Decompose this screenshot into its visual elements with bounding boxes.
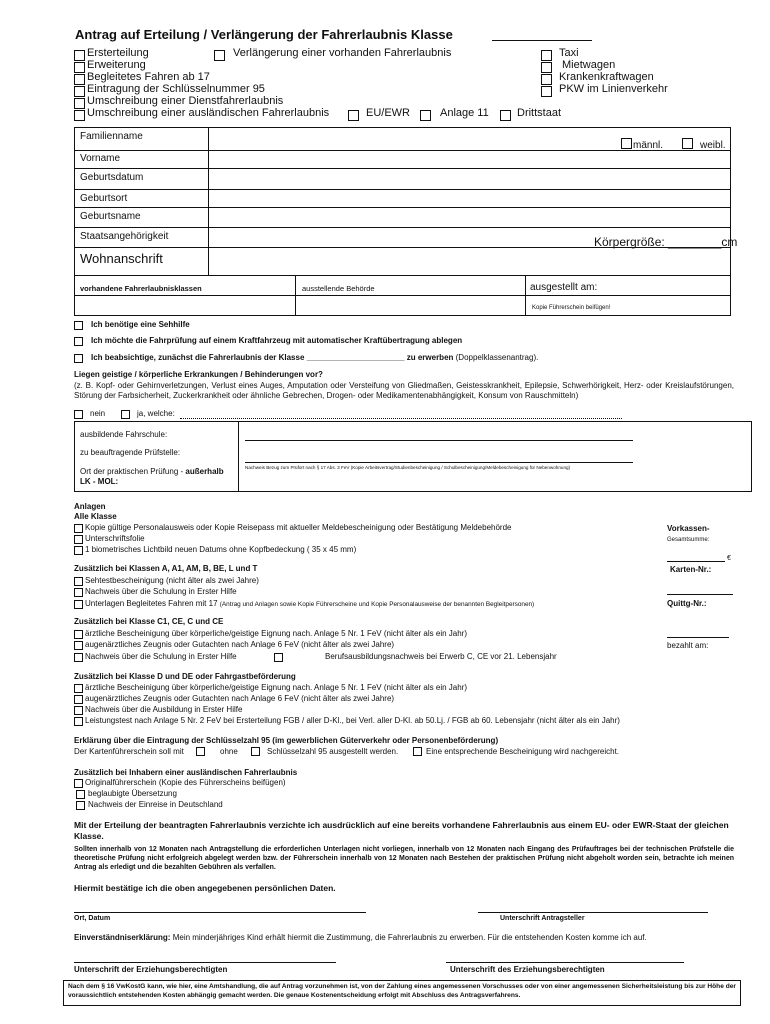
vorname-input[interactable]	[208, 151, 730, 168]
checkbox-original-fs[interactable]	[74, 779, 83, 788]
checkbox-aerztl-c[interactable]	[74, 630, 83, 639]
total-input[interactable]	[667, 561, 725, 562]
checkbox-weiblich[interactable]	[682, 138, 693, 149]
field-label-staatsangehoerigkeit: Staatsangehörigkeit	[80, 231, 169, 242]
checkbox-ausweis[interactable]	[74, 524, 83, 533]
key95-text: ohne	[220, 747, 238, 756]
option-label: Verlängerung einer vorhanden Fahrerlaubnis	[233, 47, 452, 59]
option-label: PKW im Linienverkehr	[559, 83, 668, 95]
checkbox-dienstfahrerlaubnis[interactable]	[74, 98, 85, 109]
illness-no-label: nein	[90, 409, 106, 418]
exam-place-text: Ort der praktischen Prüfung -	[80, 467, 186, 476]
attachment-label: Nachweis über die Ausbildung in Erster Hilfe	[85, 705, 243, 714]
attachment-label: ärztliche Bescheinigung über körperliche/geistige Eignung nach. Anlage 5 Nr. 1 FeV (nicht älter als ein Jahr)	[85, 683, 467, 692]
checkbox-bf17[interactable]	[74, 600, 83, 609]
checkbox-ja[interactable]	[121, 410, 130, 419]
table-divider	[295, 275, 296, 316]
prepayment-label: Vorkassen-	[667, 524, 710, 533]
foreign-title: Zusätzlich bei Inhabern einer ausländischen Fahrerlaubnis	[74, 768, 298, 777]
bf17-note: (Antrag und Anlagen sowie Kopie Führerscheine und Kopie Personalausweise der benannten Begleitpersonen)	[219, 601, 535, 608]
attachment-label: Nachweis über die Schulung in Erster Hilfe	[85, 587, 237, 596]
checkbox-leistungstest[interactable]	[74, 717, 83, 726]
applicant-signature-input[interactable]	[478, 912, 708, 913]
class-input-line[interactable]	[492, 40, 592, 41]
checkbox-krankenkraftwagen[interactable]	[541, 74, 552, 85]
option-label: Mietwagen	[562, 59, 616, 71]
illness-detail-input[interactable]	[180, 418, 622, 419]
checkbox-erste-hilfe-d[interactable]	[74, 706, 83, 715]
attachment-label: ärztliche Bescheinigung über körperliche/geistige Eignung nach. Anlage 5 Nr. 1 FeV (nicht älter als ein Jahr)	[85, 629, 467, 638]
guardian1-signature-input[interactable]	[74, 962, 336, 963]
checkbox-aerztl-d[interactable]	[74, 684, 83, 693]
class-c-title: Zusätzlich bei Klasse C1, CE, C und CE	[74, 617, 224, 626]
attachment-label: augenärztliches Zeugnis oder Gutachten nach Anlage 6 FeV (nicht älter als zwei Jahre)	[85, 694, 395, 703]
guardian2-signature-label: Unterschrift des Erziehungsberechtigten	[450, 965, 605, 974]
exam-place-label	[80, 467, 224, 476]
issuing-authority-label: ausstellende Behörde	[302, 284, 375, 293]
issued-on-label: ausgestellt am:	[530, 282, 598, 293]
field-label-geburtsname: Geburtsname	[80, 211, 141, 222]
intent-suffix: (Doppelklassenantrag).	[453, 353, 539, 362]
checkbox-lichtbild[interactable]	[74, 546, 83, 555]
checkbox-eu-ewr[interactable]	[348, 110, 359, 121]
field-label-geburtsdatum: Geburtsdatum	[80, 172, 144, 183]
exam-place-bold2: LK - MOL:	[80, 477, 119, 486]
attachment-label: Unterschriftsfolie	[85, 534, 145, 543]
checkbox-mietwagen[interactable]	[541, 62, 552, 73]
attachment-label: Nachweis über die Schulung in Erster Hilfe	[85, 652, 237, 661]
consent-text	[74, 933, 647, 942]
checkbox-ohne-95[interactable]	[251, 747, 260, 756]
foreign-item: beglaubigte Übersetzung	[88, 789, 177, 798]
exam-place-bold: außerhalb	[185, 467, 224, 476]
attachment-label: 1 biometrisches Lichtbild neuen Datums ohne Kopfbedeckung ( 35 x 45 mm)	[85, 545, 357, 554]
option-label: Erweiterung	[87, 59, 146, 71]
paid-on-label: bezahlt am:	[667, 641, 709, 650]
table-row-line	[74, 275, 731, 276]
school-divider	[238, 421, 239, 492]
currency-symbol: €	[727, 555, 731, 562]
checkbox-uebersetzung[interactable]	[76, 790, 85, 799]
checkbox-erste-hilfe-c[interactable]	[74, 653, 83, 662]
table-row-line	[74, 295, 731, 296]
exam-place-note: Nachweis Bezug zum Prüfort nach § 17 Abs. 3 FeV (Kopie Arbeitsvertrag/Studienbescheinigung / Schulbescheinigung/Meldebescheinigung für Nebenwohnung)	[245, 465, 571, 470]
gender-label: männl.	[633, 140, 664, 151]
existing-classes-label: vorhandene Fahrerlaubnisklassen	[80, 284, 202, 293]
checkbox-einreise[interactable]	[76, 801, 85, 810]
attachment-label: Leistungstest nach Anlage 5 Nr. 2 FeV bei Ersterteilung FGB / aller D-Kl., bei Verl. aller D-Kl. ab 50.Lj. / FGB ab 60. Lebensjahr (nicht älter als ein Jahr)	[85, 716, 620, 725]
driving-school-input[interactable]	[245, 440, 633, 441]
testing-center-label: zu beauftragende Prüfstelle:	[80, 448, 181, 457]
checkbox-taxi[interactable]	[541, 50, 552, 61]
checkbox-ersterteilung[interactable]	[74, 50, 85, 61]
foreign-item: Originalführerschein (Kopie des Führerscheins beifügen)	[85, 778, 286, 787]
geburtsort-input[interactable]	[208, 190, 730, 207]
table-divider	[525, 275, 526, 316]
place-date-label: Ort, Datum	[74, 915, 111, 922]
checkbox-berufsausbildung[interactable]	[274, 653, 283, 662]
consent-title: Einverständniserklärung:	[74, 933, 171, 942]
key95-text: Der Kartenführerschein soll mit	[74, 747, 184, 756]
request-label: Ich benötige eine Sehhilfe	[91, 320, 190, 329]
confirmation-text: Hiermit bestätige ich die oben angegebenen persönlichen Daten.	[74, 883, 336, 893]
option-label: Drittstaat	[517, 107, 562, 119]
checkbox-nachreichen[interactable]	[413, 747, 422, 756]
illness-yes-label: ja, welche:	[137, 409, 175, 418]
key95-title: Erklärung über die Eintragung der Schlüsselzahl 95 (im gewerblichen Güterverkehr oder Personenbeförderung)	[74, 736, 499, 745]
testing-center-input[interactable]	[245, 462, 633, 463]
driving-school-label: ausbildende Fahrschule:	[80, 430, 168, 439]
key95-text: Eine entsprechende Bescheinigung wird nachgereicht.	[426, 747, 620, 756]
checkbox-erweiterung[interactable]	[74, 62, 85, 73]
checkbox-anlage-11[interactable]	[420, 110, 431, 121]
checkbox-nein[interactable]	[74, 410, 83, 419]
wohnanschrift-input[interactable]	[208, 248, 730, 275]
checkbox-schluesselnummer-95[interactable]	[74, 86, 85, 97]
total-label: Gesamtsumme:	[667, 537, 710, 543]
foreign-item: Nachweis der Einreise in Deutschland	[88, 800, 223, 809]
field-label-geburtsort: Geburtsort	[80, 193, 128, 204]
checkbox-sehtest[interactable]	[74, 577, 83, 586]
guardian2-signature-input[interactable]	[446, 962, 684, 963]
checkbox-doppelklasse[interactable]	[74, 354, 83, 363]
illness-question: Liegen geistige / körperliche Erkrankungen / Behinderungen vor?	[74, 370, 323, 379]
option-label: Eintragung der Schlüsselnummer 95	[87, 83, 265, 95]
bf17-text: Unterlagen Begleitetes Fahren mit 17	[85, 599, 218, 608]
place-date-input[interactable]	[74, 912, 366, 913]
option-label: Taxi	[559, 47, 579, 59]
koerpergroesse-field[interactable]: Körpergröße: ________cm	[594, 235, 738, 249]
class-d-title: Zusätzlich bei Klasse D und DE oder Fahrgastbeförderung	[74, 672, 296, 681]
checkbox-drittstaat[interactable]	[500, 110, 511, 121]
geburtsdatum-input[interactable]	[208, 169, 730, 189]
receipt-number-label: Quittg-Nr.:	[667, 599, 707, 608]
option-label: Krankenkraftwagen	[559, 71, 654, 83]
checkbox-sehhilfe[interactable]	[74, 321, 83, 330]
all-classes-title: Alle Klasse	[74, 512, 117, 521]
gender-label: weibl.	[700, 140, 726, 151]
checkbox-begleitetes-fahren[interactable]	[74, 74, 85, 85]
copy-license-note: Kopie Führerschein beifügen!	[532, 305, 611, 311]
checkbox-mit-95[interactable]	[196, 747, 205, 756]
receipt-number-input[interactable]	[667, 637, 729, 638]
field-label-vorname: Vorname	[80, 153, 121, 164]
option-label: EU/EWR	[366, 107, 410, 119]
attachments-title: Anlagen	[74, 502, 106, 511]
option-label: Umschreibung einer ausländischen Fahrerlaubnis	[87, 107, 330, 119]
staatsangehoerigkeit-input[interactable]	[208, 228, 588, 247]
waiver-text: Mit der Erteilung der beantragten Fahrerlaubnis verzichte ich ausdrücklich auf eine bereits vorhandene Fahrerlaubnis aus einem EU- oder EWR-Staat der gleichen Klasse.	[74, 820, 729, 841]
attachment-label: Berufsausbildungsnachweis bei Erwerb C, CE vor 21. Lebensjahr	[325, 652, 557, 661]
checkbox-unterschriftsfolie[interactable]	[74, 535, 83, 544]
checkbox-pkw-linienverkehr[interactable]	[541, 86, 552, 97]
card-number-label: Karten-Nr.:	[670, 565, 712, 574]
checkbox-augen-d[interactable]	[74, 695, 83, 704]
option-label: Umschreibung einer Dienstfahrerlaubnis	[87, 95, 284, 107]
checkbox-automatik[interactable]	[74, 337, 83, 346]
checkbox-auslaendische-fe[interactable]	[74, 110, 85, 121]
class-a-title: Zusätzlich bei Klassen A, A1, AM, B, BE, L und T	[74, 564, 258, 573]
request-label	[91, 353, 538, 362]
attachment-label: Kopie gültige Personalausweis oder Kopie Reisepass mit aktueller Meldebescheinigung oder Bestätigung Meldebehörde	[85, 523, 512, 532]
geburtsname-input[interactable]	[208, 208, 730, 227]
intent-text: Ich beabsichtige, zunächst die Fahrerlaubnis der Klasse ______________________ zu erwerben	[91, 353, 454, 362]
consent-body: Mein minderjähriges Kind erhält hiermit die Zustimmung, die Fahrerlaubnis zu erwerben. Für die entstehenden Kosten komme ich auf.	[170, 933, 647, 942]
key95-text: Schlüsselzahl 95 ausgestellt werden.	[267, 747, 399, 756]
fee-notice-text: Nach dem § 16 VwKostG kann, wie hier, eine Amtshandlung, die auf Antrag vorzunehmen ist, von der Zahlung eines angemessenen Vorschusses oder von einer angemessenen Sicherheitsleistung bis zur Höhe der voraussichtlich entstehenden Kosten abhängig gemacht werden. Die genaue Kostenentscheidung erfolgt mit Abschluss des Antragsverfahrens.	[68, 983, 736, 999]
option-label: Anlage 11	[440, 107, 489, 119]
option-label: Ersterteilung	[87, 47, 149, 59]
guardian1-signature-label: Unterschrift der Erziehungsberechtigten	[74, 965, 228, 974]
option-label: Begleitetes Fahren ab 17	[87, 71, 210, 83]
checkbox-augen-c[interactable]	[74, 641, 83, 650]
attachment-label: augenärztliches Zeugnis oder Gutachten nach Anlage 6 FeV (nicht älter als zwei Jahre)	[85, 640, 395, 649]
deadline-text: Sollten innerhalb von 12 Monaten nach Antragstellung die erforderlichen Unterlagen nicht vorliegen, innerhalb von 12 Monaten nach Eingang des Prüfauftrages bei der technischen Prüfstelle die theoretische Prüfung nicht erfolgreich abgelegt werden bzw. der Führerschein innerhalb von 12 Monaten nach Bestehen der praktischen Prüfung nicht abgeholt worden sein, betrachte ich meinen Antrag als erledigt und die bezahlten Gebühren als verfallen.	[74, 846, 734, 871]
field-label-familienname: Familienname	[80, 131, 143, 142]
checkbox-erste-hilfe-a[interactable]	[74, 588, 83, 597]
checkbox-maennlich[interactable]	[621, 138, 632, 149]
card-number-input[interactable]	[667, 594, 733, 595]
attachment-label	[85, 599, 534, 608]
request-label: Ich möchte die Fahrprüfung auf einem Kraftfahrzeug mit automatischer Kraftübertragung ablegen	[91, 336, 463, 345]
attachment-label: Sehtestbescheinigung (nicht älter als zwei Jahre)	[85, 576, 259, 585]
page-title: Antrag auf Erteilung / Verlängerung der Fahrerlaubnis Klasse	[75, 27, 453, 42]
field-label-wohnanschrift: Wohnanschrift	[80, 251, 163, 266]
illness-text: (z. B. Kopf- oder Gehirnverletzungen, Verlust eines Auges, Amputation oder Versteifung von Gliedmaßen, Geistesskrankheit, Epilepsie, Schwerhörigkeit, Herz- oder Kreislaufstörungen, Störung der Farbsicherheit, Zuckerkrankheit oder ähnliche Gebrechen, Drogen- oder Medikamentenabhängigkeit, Konsum von Rauschmitteln)	[74, 381, 734, 400]
applicant-signature-label: Unterschrift Antragsteller	[500, 915, 585, 922]
checkbox-verlaengerung[interactable]	[214, 50, 225, 61]
